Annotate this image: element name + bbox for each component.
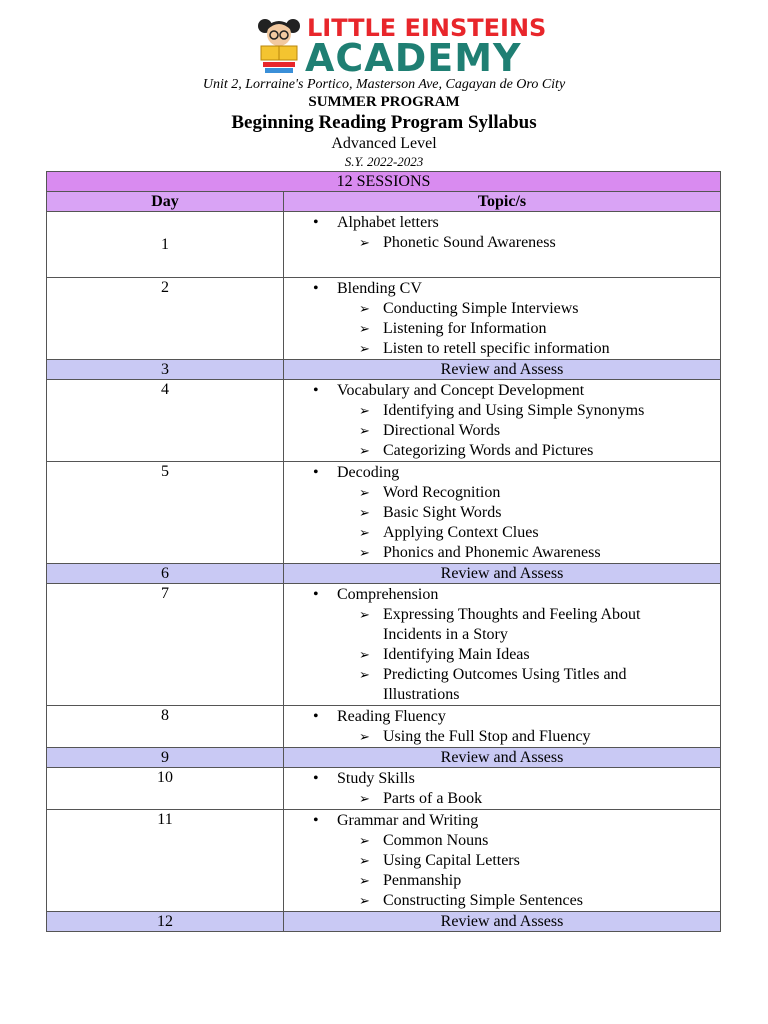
logo-line2: ACADEMY — [305, 36, 522, 80]
day-number: 9 — [47, 748, 284, 768]
academy-logo — [255, 14, 555, 78]
review-row — [47, 748, 721, 768]
sessions-label: 12 SESSIONS — [47, 172, 721, 192]
day-number: 6 — [47, 564, 284, 584]
main-topic: • Vocabulary and Concept Development — [284, 381, 720, 401]
day-number: 11 — [47, 810, 284, 912]
sub-topic: ➢ Parts of a Book — [284, 789, 720, 809]
mascot-reading-icon — [255, 16, 303, 76]
day-number: 12 — [47, 912, 284, 932]
review-row — [47, 912, 721, 932]
sub-topic: ➢ Listening for Information — [284, 319, 720, 339]
sub-topic: ➢ Basic Sight Words — [284, 503, 720, 523]
sub-topic: ➢ Phonetic Sound Awareness — [284, 233, 720, 253]
sub-topic: ➢ Categorizing Words and Pictures — [284, 441, 720, 461]
review-label: Review and Assess — [284, 360, 721, 380]
main-topic: • Comprehension — [284, 585, 720, 605]
topic-cell — [284, 706, 721, 748]
day-number: 2 — [47, 278, 284, 360]
school-year: S.Y. 2022-2023 — [344, 154, 424, 169]
day-column-header: Day — [47, 192, 284, 212]
sub-topic: ➢ Applying Context Clues — [284, 523, 720, 543]
sub-topic: ➢ Constructing Simple Sentences — [284, 891, 720, 911]
table-row — [47, 462, 721, 564]
day-number: 5 — [47, 462, 284, 564]
table-row — [47, 768, 721, 810]
level-label: Advanced Level — [331, 135, 437, 152]
table-row — [47, 212, 721, 278]
sub-topic: ➢ Using Capital Letters — [284, 851, 720, 871]
main-topic: • Decoding — [284, 463, 720, 483]
topic-cell — [284, 584, 721, 706]
program-title: SUMMER PROGRAM — [308, 94, 460, 110]
day-number: 3 — [47, 360, 284, 380]
day-number: 7 — [47, 584, 284, 706]
table-row — [47, 584, 721, 706]
review-row — [47, 360, 721, 380]
table-row — [47, 380, 721, 462]
sub-topic: ➢ Penmanship — [284, 871, 720, 891]
day-number: 1 — [47, 212, 284, 278]
review-row — [47, 564, 721, 584]
sub-topic: ➢ Predicting Outcomes Using Titles and Illustrations — [284, 665, 720, 705]
topic-column-header: Topic/s — [284, 192, 721, 212]
topic-cell — [284, 380, 721, 462]
review-label: Review and Assess — [284, 912, 721, 932]
sub-topic: ➢ Common Nouns — [284, 831, 720, 851]
topic-cell — [284, 212, 721, 278]
day-number: 10 — [47, 768, 284, 810]
sub-topic: ➢ Expressing Thoughts and Feeling About Incidents in a Story — [284, 605, 720, 645]
main-topic: • Grammar and Writing — [284, 811, 720, 831]
logo-line1: LITTLE EINSTEINS — [307, 14, 547, 42]
sub-topic: ➢ Phonics and Phonemic Awareness — [284, 543, 720, 563]
review-label: Review and Assess — [284, 564, 721, 584]
sub-topic: ➢ Identifying Main Ideas — [284, 645, 720, 665]
syllabus-table — [46, 171, 721, 932]
topic-cell — [284, 278, 721, 360]
table-row — [47, 706, 721, 748]
day-number: 8 — [47, 706, 284, 748]
review-label: Review and Assess — [284, 748, 721, 768]
sub-topic: ➢ Directional Words — [284, 421, 720, 441]
sub-topic: ➢ Identifying and Using Simple Synonyms — [284, 401, 720, 421]
main-topic: • Blending CV — [284, 279, 720, 299]
table-row — [47, 278, 721, 360]
topic-cell — [284, 768, 721, 810]
sub-topic: ➢ Using the Full Stop and Fluency — [284, 727, 720, 747]
day-number: 4 — [47, 380, 284, 462]
sub-topic: ➢ Listen to retell specific information — [284, 339, 720, 359]
syllabus-title: Beginning Reading Program Syllabus — [231, 112, 537, 133]
topic-cell — [284, 462, 721, 564]
address: Unit 2, Lorraine's Portico, Masterson Ave, Cagayan de Oro City — [202, 77, 566, 92]
sub-topic: ➢ Conducting Simple Interviews — [284, 299, 720, 319]
sub-topic: ➢ Word Recognition — [284, 483, 720, 503]
table-header-row — [47, 192, 721, 212]
sessions-row — [47, 172, 721, 192]
main-topic: • Study Skills — [284, 769, 720, 789]
main-topic: • Alphabet letters — [284, 213, 720, 233]
topic-cell — [284, 810, 721, 912]
main-topic: • Reading Fluency — [284, 707, 720, 727]
table-row — [47, 810, 721, 912]
